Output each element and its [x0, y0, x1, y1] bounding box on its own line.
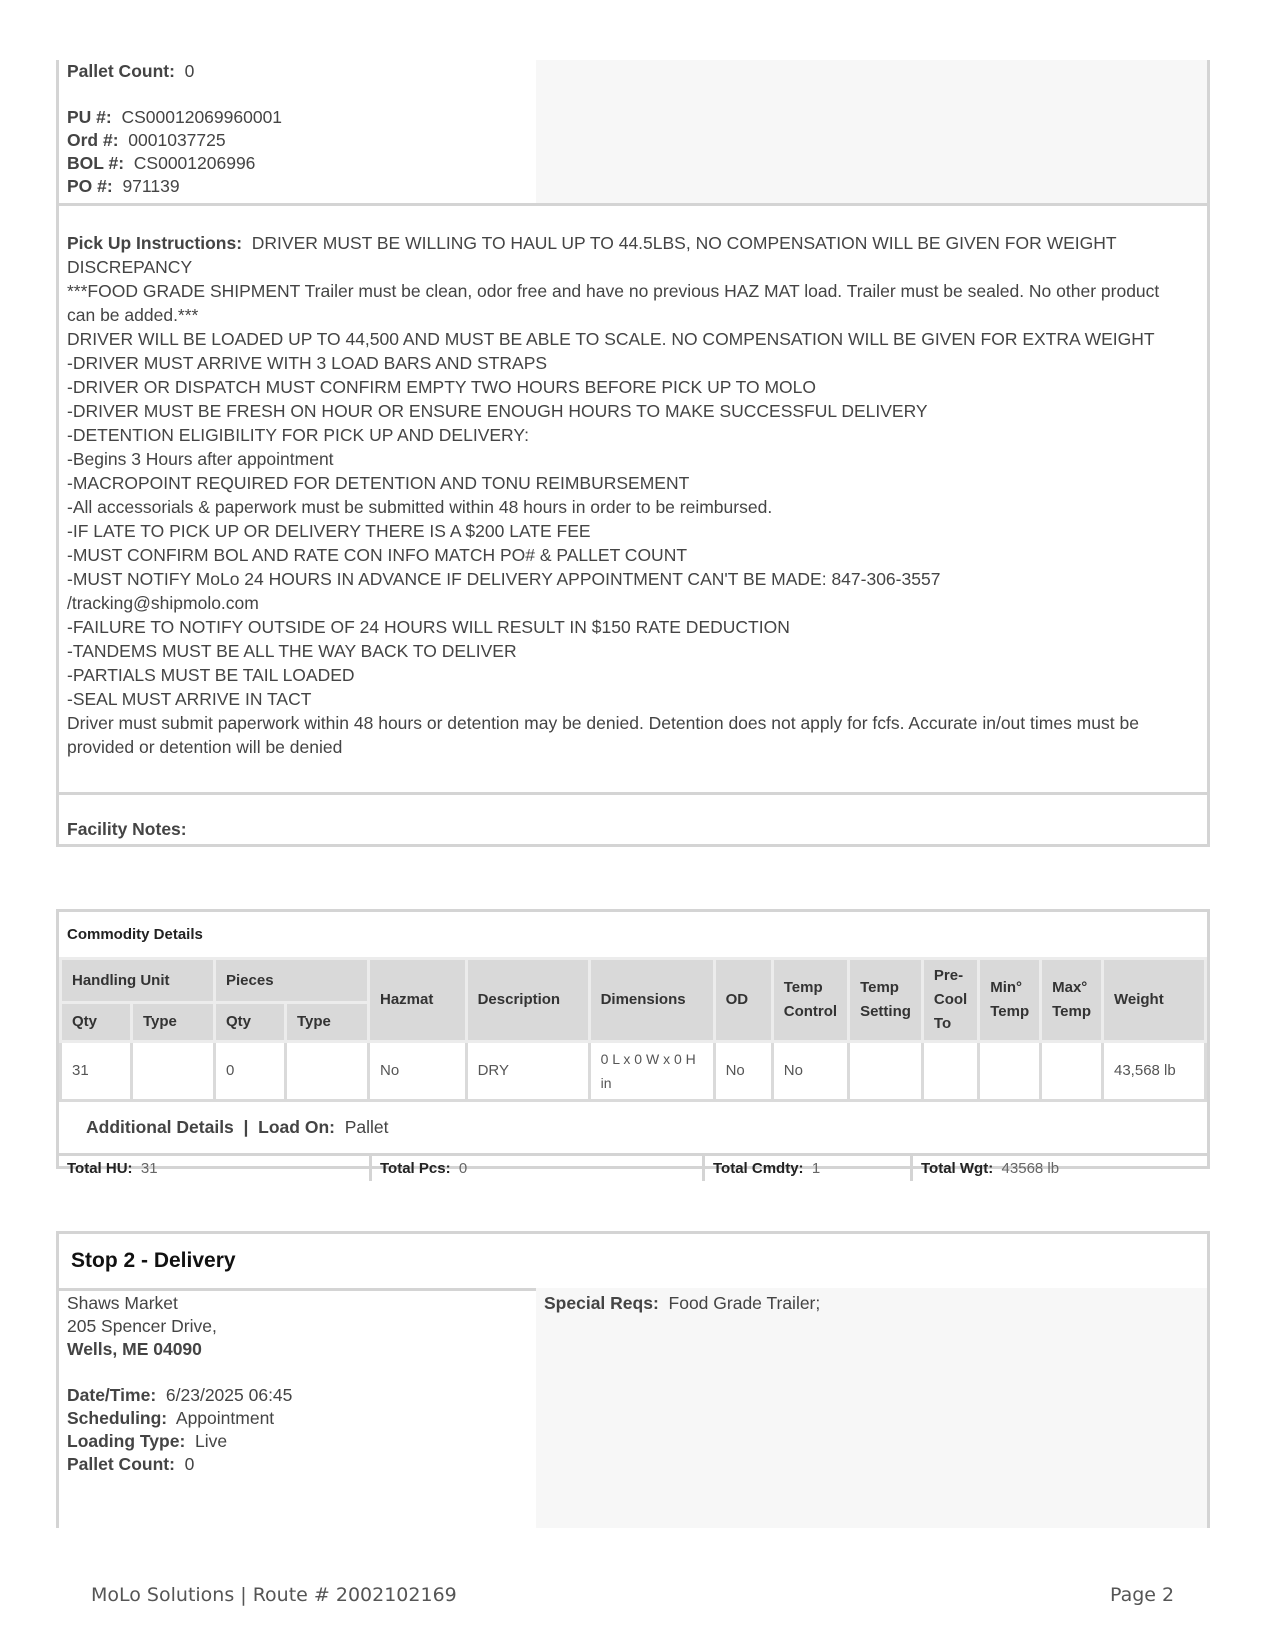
col-pre-cool: Pre-Cool To	[922, 959, 978, 1042]
pickup-details-right	[536, 60, 1210, 206]
additional-details-label: Additional Details	[86, 1117, 234, 1137]
scheduling-label: Scheduling:	[67, 1408, 168, 1428]
footer-route: MoLo Solutions | Route # 2002102169	[91, 1584, 457, 1606]
instruction-line: -TANDEMS MUST BE ALL THE WAY BACK TO DELIVER	[67, 641, 517, 661]
instruction-line: DRIVER WILL BE LOADED UP TO 44,500 AND MUST BE ABLE TO SCALE. NO COMPENSATION WILL BE GIVEN FOR EXTRA WEIGHT	[67, 329, 1155, 349]
scheduling-value: Appointment	[175, 1408, 275, 1428]
col-temp-control: Temp Control	[772, 959, 848, 1042]
bol-number-label: BOL #:	[67, 153, 125, 173]
pickup-instructions	[67, 231, 1189, 759]
col-hu-type: Type	[132, 1003, 215, 1042]
total-wgt	[913, 1156, 1207, 1181]
total-cmdty-value: 1	[811, 1160, 821, 1177]
total-hu-value: 31	[140, 1160, 158, 1177]
stop2-datetime-row	[67, 1384, 292, 1407]
loading-type-label: Loading Type:	[67, 1431, 186, 1451]
pu-number-row	[67, 106, 282, 129]
total-cmdty-label: Total Cmdty:	[713, 1160, 804, 1177]
instruction-line: -MUST CONFIRM BOL AND RATE CON INFO MATCH PO# & PALLET COUNT	[67, 545, 688, 565]
instruction-line: ***FOOD GRADE SHIPMENT Trailer must be clean, odor free and have no previous HAZ MAT load. Trailer must be sealed. No other product can be added.***	[67, 281, 1160, 325]
load-on-value: Pallet	[344, 1117, 389, 1137]
pu-number-value: CS00012069960001	[121, 107, 283, 127]
col-handling-unit: Handling Unit	[61, 959, 215, 1003]
instruction-line: -MUST NOTIFY MoLo 24 HOURS IN ADVANCE IF DELIVERY APPOINTMENT CAN'T BE MADE: 847-306-3557 /tracking@shipmolo.com	[67, 569, 941, 613]
instructions-first-line	[67, 231, 1189, 279]
pickup-instructions-box	[56, 203, 1210, 795]
po-number-value: 971139	[122, 176, 180, 196]
facility-notes-label: Facility Notes:	[67, 819, 187, 839]
datetime-label: Date/Time:	[67, 1385, 157, 1405]
instruction-line: -Begins 3 Hours after appointment	[67, 449, 334, 469]
pallet-count-label: Pallet Count:	[67, 61, 175, 81]
cell-temp-control: No	[772, 1042, 848, 1101]
stop2-details-left	[56, 1288, 539, 1528]
instructions-label: Pick Up Instructions:	[67, 233, 243, 253]
pallet-count-row	[67, 60, 194, 83]
table-row	[61, 1042, 1206, 1101]
cell-hu-type	[132, 1042, 215, 1101]
stop2-scheduling-row	[67, 1407, 274, 1430]
cell-min-temp	[979, 1042, 1041, 1101]
col-weight: Weight	[1103, 959, 1206, 1042]
footer-page-number: Page 2	[1110, 1584, 1175, 1606]
ord-number-row	[67, 129, 226, 152]
stop2-pallet-count-label: Pallet Count:	[67, 1454, 175, 1474]
pu-number-label: PU #:	[67, 107, 112, 127]
col-pcs-qty: Qty	[215, 1003, 286, 1042]
cell-pcs-qty: 0	[215, 1042, 286, 1101]
instruction-line: Driver must submit paperwork within 48 hours or detention may be denied. Detention does not apply for fcfs. Accurate in/out times must be provided or detention will be denied	[67, 713, 1139, 757]
stop2-pallet-count-row	[67, 1453, 194, 1476]
cell-pre-cool	[922, 1042, 978, 1101]
instruction-line: -IF LATE TO PICK UP OR DELIVERY THERE IS A $200 LATE FEE	[67, 521, 591, 541]
special-reqs-value: Food Grade Trailer;	[668, 1293, 821, 1313]
commodity-details-box	[56, 909, 1210, 1177]
load-on-label: Load On:	[258, 1117, 335, 1137]
total-pcs-label: Total Pcs:	[380, 1160, 451, 1177]
total-cmdty	[705, 1156, 913, 1181]
total-wgt-label: Total Wgt:	[921, 1160, 994, 1177]
cell-hu-qty: 31	[61, 1042, 132, 1101]
stop2-city-state-zip: Wells, ME 04090	[67, 1339, 202, 1359]
stop2-header: Stop 2 - Delivery	[56, 1231, 1210, 1291]
col-max-temp: Max° Temp	[1041, 959, 1103, 1042]
total-wgt-value: 43568 lb	[1001, 1160, 1060, 1177]
total-pcs-value: 0	[458, 1160, 468, 1177]
po-number-label: PO #:	[67, 176, 113, 196]
ord-number-value: 0001037725	[128, 130, 226, 150]
cell-pcs-type	[286, 1042, 369, 1101]
col-pieces: Pieces	[215, 959, 369, 1003]
col-hu-qty: Qty	[61, 1003, 132, 1042]
col-pcs-type: Type	[286, 1003, 369, 1042]
stop2-details-right	[536, 1288, 1210, 1528]
col-dimensions: Dimensions	[589, 959, 714, 1042]
col-description: Description	[466, 959, 589, 1042]
special-reqs-label: Special Reqs:	[544, 1293, 659, 1313]
special-reqs-row	[544, 1292, 820, 1315]
stop2-address: 205 Spencer Drive,	[67, 1316, 217, 1336]
instructions-first-text: DRIVER MUST BE WILLING TO HAUL UP TO 44.5LBS, NO COMPENSATION WILL BE GIVEN FOR WEIGHT DISCREPANCY	[67, 233, 1117, 277]
cell-max-temp	[1041, 1042, 1103, 1101]
col-od: OD	[714, 959, 772, 1042]
cell-description: DRY	[466, 1042, 589, 1101]
commodity-table	[59, 957, 1207, 1102]
cell-temp-setting	[849, 1042, 923, 1101]
datetime-value: 6/23/2025 06:45	[165, 1385, 293, 1405]
col-temp-setting: Temp Setting	[849, 959, 923, 1042]
facility-notes-box	[56, 792, 1210, 847]
additional-details-row	[59, 1102, 1207, 1156]
loading-type-value: Live	[195, 1431, 228, 1451]
instruction-line: -DRIVER MUST ARRIVE WITH 3 LOAD BARS AND STRAPS	[67, 353, 548, 373]
pickup-details-left	[56, 60, 539, 206]
total-hu-label: Total HU:	[67, 1160, 133, 1177]
instruction-line: -All accessorials & paperwork must be submitted within 48 hours in order to be reimbursed.	[67, 497, 773, 517]
stop2-pallet-count-value: 0	[184, 1454, 195, 1474]
totals-row	[59, 1156, 1207, 1181]
cell-dimensions: 0 L x 0 W x 0 H in	[589, 1042, 714, 1101]
bol-number-row	[67, 152, 255, 175]
total-pcs	[372, 1156, 705, 1181]
instruction-line: -MACROPOINT REQUIRED FOR DETENTION AND TONU REIMBURSEMENT	[67, 473, 690, 493]
col-hazmat: Hazmat	[369, 959, 467, 1042]
po-number-row	[67, 175, 180, 198]
commodity-details-title: Commodity Details	[67, 926, 203, 943]
instruction-line: -DETENTION ELIGIBILITY FOR PICK UP AND DELIVERY:	[67, 425, 529, 445]
instruction-line: -PARTIALS MUST BE TAIL LOADED	[67, 665, 355, 685]
separator: |	[238, 1117, 254, 1137]
stop2-loading-type-row	[67, 1430, 227, 1453]
instruction-line: -DRIVER OR DISPATCH MUST CONFIRM EMPTY TWO HOURS BEFORE PICK UP TO MOLO	[67, 377, 817, 397]
cell-od: No	[714, 1042, 772, 1101]
instruction-line: -FAILURE TO NOTIFY OUTSIDE OF 24 HOURS WILL RESULT IN $150 RATE DEDUCTION	[67, 617, 790, 637]
cell-weight: 43,568 lb	[1103, 1042, 1206, 1101]
stop2-name: Shaws Market	[67, 1293, 178, 1313]
col-min-temp: Min° Temp	[979, 959, 1041, 1042]
instruction-line: -SEAL MUST ARRIVE IN TACT	[67, 689, 312, 709]
ord-number-label: Ord #:	[67, 130, 119, 150]
total-hu	[59, 1156, 372, 1181]
instruction-line: -DRIVER MUST BE FRESH ON HOUR OR ENSURE ENOUGH HOURS TO MAKE SUCCESSFUL DELIVERY	[67, 401, 928, 421]
cell-hazmat: No	[369, 1042, 467, 1101]
bol-number-value: CS0001206996	[133, 153, 256, 173]
pallet-count-value: 0	[184, 61, 195, 81]
